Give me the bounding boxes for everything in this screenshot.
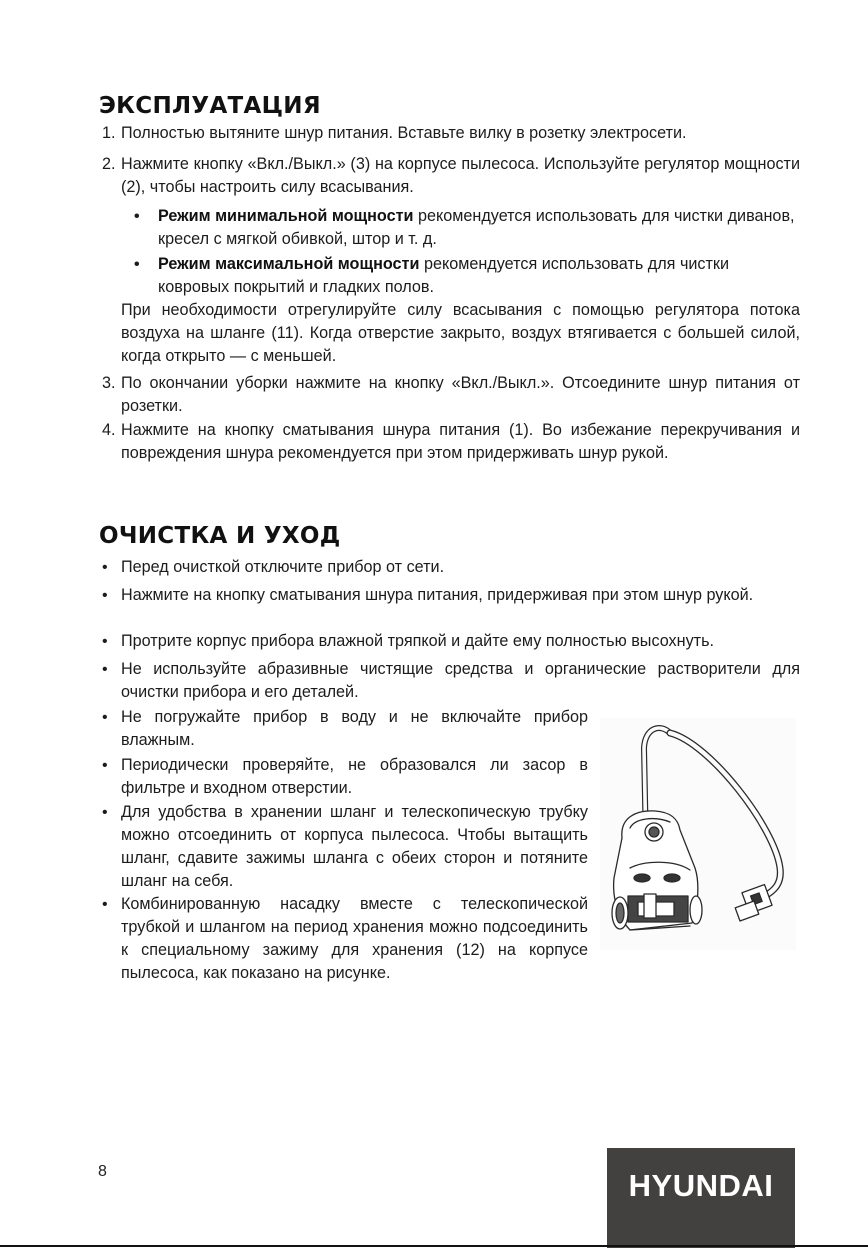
step-text: Нажмите на кнопку сматывания шнура питания (1). Во избежание перекручивания и повреждения шнура рекомендуется при этом придерживать шнур рукой. (121, 421, 800, 462)
care-text: Для удобства в хранении шланг и телескопическую трубку можно отсоединить от корпуса пылесоса. Чтобы вытащить шланг, сдавите зажимы шланга с обеих сторон и потяните шланг на себя. (121, 803, 588, 890)
mode-title: Режим минимальной мощности (158, 207, 414, 225)
bullet-icon: • (102, 709, 108, 726)
bullet-icon: • (102, 661, 108, 678)
step-4 (102, 419, 800, 465)
step-1 (102, 122, 800, 145)
bottom-rule (0, 1245, 868, 1247)
step-number: 3. (102, 374, 116, 392)
care-bullet-2 (102, 584, 800, 607)
step-3 (102, 372, 800, 418)
care-text: Комбинированную насадку вместе с телескопической трубкой и шлангом на период хранения можно подсоединить к специальному зажиму для хранения (12) на корпусе пылесоса, как показано на рисунке. (121, 895, 588, 982)
care-text: Протрите корпус прибора влажной тряпкой и дайте ему полностью высохнуть. (121, 632, 715, 650)
step-number: 4. (102, 421, 116, 439)
care-bullet-5 (102, 706, 588, 752)
bullet-icon: • (102, 559, 108, 576)
section-title-care: ОЧИСТКА И УХОД (99, 523, 341, 549)
care-bullet-3 (102, 630, 800, 653)
care-bullet-7 (102, 801, 588, 893)
care-bullet-6 (102, 754, 588, 800)
care-bullet-1 (102, 556, 800, 579)
step-text: Нажмите кнопку «Вкл./Выкл.» (3) на корпусе пылесоса. Используйте регулятор мощности (2), чтобы настроить силу всасывания. (121, 155, 800, 196)
step-text: По окончании уборки нажмите на кнопку «Вкл./Выкл.». Отсоедините шнур питания от розетки. (121, 374, 800, 415)
bullet-icon: • (134, 208, 140, 225)
step-2 (102, 153, 800, 199)
mode-min-power (134, 205, 800, 251)
step-text: Полностью вытяните шнур питания. Вставьте вилку в розетку электросети. (121, 124, 687, 142)
mode-title: Режим максимальной мощности (158, 255, 420, 273)
care-text: Нажмите на кнопку сматывания шнура питания, придерживая при этом шнур рукой. (121, 586, 754, 604)
care-bullet-8 (102, 893, 588, 985)
care-text: Периодически проверяйте, не образовался ли засор в фильтре и входном отверстии. (121, 756, 588, 797)
bullet-icon: • (102, 757, 108, 774)
vacuum-cleaner-illustration (600, 718, 796, 950)
mode-max-power (134, 253, 800, 299)
step-number: 2. (102, 155, 116, 173)
bullet-icon: • (102, 896, 108, 913)
mode-text: рекомендуется использовать для чистки диванов, кресел с мягкой обивкой, штор и т. д. (158, 207, 795, 248)
page-number: 8 (98, 1163, 107, 1180)
care-text: Не используйте абразивные чистящие средства и органические растворители для очистки прибора и его деталей. (121, 660, 800, 701)
bullet-icon: • (102, 633, 108, 650)
care-bullet-4 (102, 658, 800, 704)
section-title-operation: ЭКСПЛУАТАЦИЯ (99, 93, 321, 119)
bullet-icon: • (102, 587, 108, 604)
care-text: Перед очисткой отключите прибор от сети. (121, 558, 445, 576)
bullet-icon: • (134, 256, 140, 273)
brand-logo (607, 1148, 795, 1248)
suction-note: При необходимости отрегулируйте силу всасывания с помощью регулятора потока воздуха на шланге (11). Когда отверстие закрыто, воздух втягивается с большей силой, когда открыто — с меньшей. (121, 301, 800, 365)
bullet-icon: • (102, 804, 108, 821)
mode-text: рекомендуется использовать для чистки ковровых покрытий и гладких полов. (158, 255, 730, 296)
brand-name: HYUNDAI (628, 1168, 774, 1203)
step-number: 1. (102, 124, 116, 142)
vacuum-cleaner-icon (600, 718, 796, 950)
care-text: Не погружайте прибор в воду и не включайте прибор влажным. (121, 708, 588, 749)
